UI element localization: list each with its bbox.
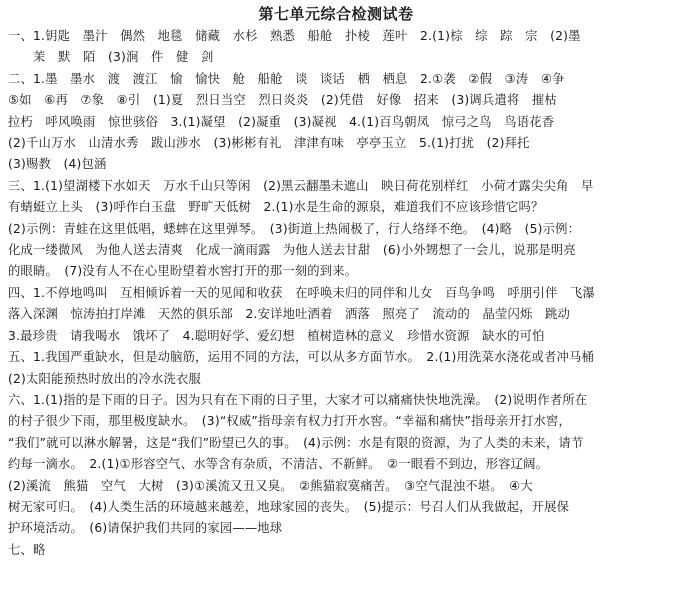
- answer-line: 约每一滴水。 2.(1)①形容空气、水等含有杂质，不清洁、不新鲜。 ②一眼看不到边，形容辽阔。: [8, 457, 549, 472]
- section-5: [8, 347, 664, 390]
- answer-line: 树无家可归。 (4)人类生活的环境越来越差，地球家园的丧失。 (5)提示：号召人们从我做起，开展保: [8, 499, 570, 514]
- answer-line: 有蜻蜓立上头 (3)呼作白玉盘 野旷天低树 2.(1)水是生命的源泉，难道我们不应该珍惜它吗？: [8, 200, 544, 215]
- answer-line: 拉朽 呼风唤雨 惊世骇俗 3.(1)凝望 (2)凝重 (3)凝视 4.(1)百鸟朝凤 惊弓之鸟 鸟语花香: [8, 114, 555, 129]
- answer-line: (2)太阳能预热时放出的冷水洗衣服: [8, 371, 201, 386]
- section-7: [8, 540, 664, 561]
- section-6: [8, 390, 664, 540]
- answer-line: 三、1.(1)望湖楼下水如天 万水千山只等闲 (2)黑云翻墨未遮山 映日荷花别样红 小荷才露尖尖角 早: [8, 178, 594, 193]
- answer-line: 落入深渊 惊涛拍打岸滩 天然的俱乐部 2.安详地吐洒着 洒落 照亮了 流动的 晶莹闪烁 跳动: [8, 307, 570, 322]
- answer-line: 的眼睛。 (7)没有人不在心里盼望着水窖打开的那一刻的到来。: [8, 264, 358, 279]
- answer-line: (2)示例：青蛙在这里低唱，蟋蟀在这里弹琴。 (3)街道上热闹极了，行人络绎不绝。 (4)略 (5)示例：: [8, 221, 581, 236]
- answer-line: 五、1.我国严重缺水，但是动脑筋，运用不同的方法，可以从多方面节水。 2.(1)用洗菜水浇花或者冲马桶: [8, 350, 594, 365]
- answer-line: (2)千山万水 山清水秀 跋山涉水 (3)彬彬有礼 津津有味 亭亭玉立 5.(1)打扰 (2)拜托: [8, 136, 530, 151]
- section-2: [8, 69, 664, 176]
- answer-line: 二、1.墨 墨水 渡 渡江 愉 愉快 舱 船舱 谈 谈话 栖 栖息 2.①袭 ②假 ③涛 ④争: [8, 71, 565, 86]
- section-4: [8, 283, 664, 347]
- answer-line: 3.最珍贵 请我喝水 饿坏了 4.聪明好学、爱幻想 植树造林的意义 珍惜水资源 缺水的可怕: [8, 328, 545, 343]
- answer-line: 六、1.(1)指的是下雨的日子。因为只有在下雨的日子里，大家才可以痛痛快快地洗澡。 (2)说明作者所在: [8, 392, 588, 407]
- answer-line: 四、1.不停地鸣叫 互相倾诉着一天的见闻和收获 在呼唤未归的同伴和儿女 百鸟争鸣 呼朋引伴 飞瀑: [8, 285, 595, 300]
- answer-line: 茉 默 陌 (3)涧 件 健 剑: [8, 50, 214, 65]
- answer-line: (2)溪流 熊猫 空气 大树 (3)①溪流又丑又臭。 ②熊猫寂寞痛苦。 ③空气混浊不堪。 ④大: [8, 478, 533, 493]
- answer-line: (3)赐教 (4)包涵: [8, 157, 107, 172]
- answer-line: 七、略: [8, 542, 46, 557]
- section-3: [8, 176, 664, 283]
- answer-line: ⑤如 ⑥再 ⑦象 ⑧引 (1)夏 烈日当空 烈日炎炎 (2)凭借 好像 招来 (3)调兵遣将 摧枯: [8, 93, 557, 108]
- answer-line: 的村子很少下雨，那里极度缺水。 (3)“权威”指母亲有权力打开水窖。“幸福和痛快”指母亲开打水窖，: [8, 414, 572, 429]
- answer-line: 化成一缕微风 为他人送去清爽 化成一滴雨露 为他人送去甘甜 (6)小外甥想了一会儿，说那是明亮: [8, 243, 576, 258]
- section-1: [8, 26, 664, 69]
- answer-line: 一、1.钥匙 墨汁 偶然 地毯 储藏 水杉 熟悉 船舱 扑棱 莲叶 2.(1)棕 综 踪 宗 (2)墨: [8, 29, 581, 43]
- answer-line: 护环境活动。 (6)请保护我们共同的家园——地球: [8, 521, 283, 536]
- page-title: 第七单元综合检测试卷: [258, 5, 414, 23]
- answer-line: “我们”就可以淋水解暑，这是“我们”盼望已久的事。 (4)示例：水是有限的资源，为了人类的未来，请节: [8, 435, 584, 450]
